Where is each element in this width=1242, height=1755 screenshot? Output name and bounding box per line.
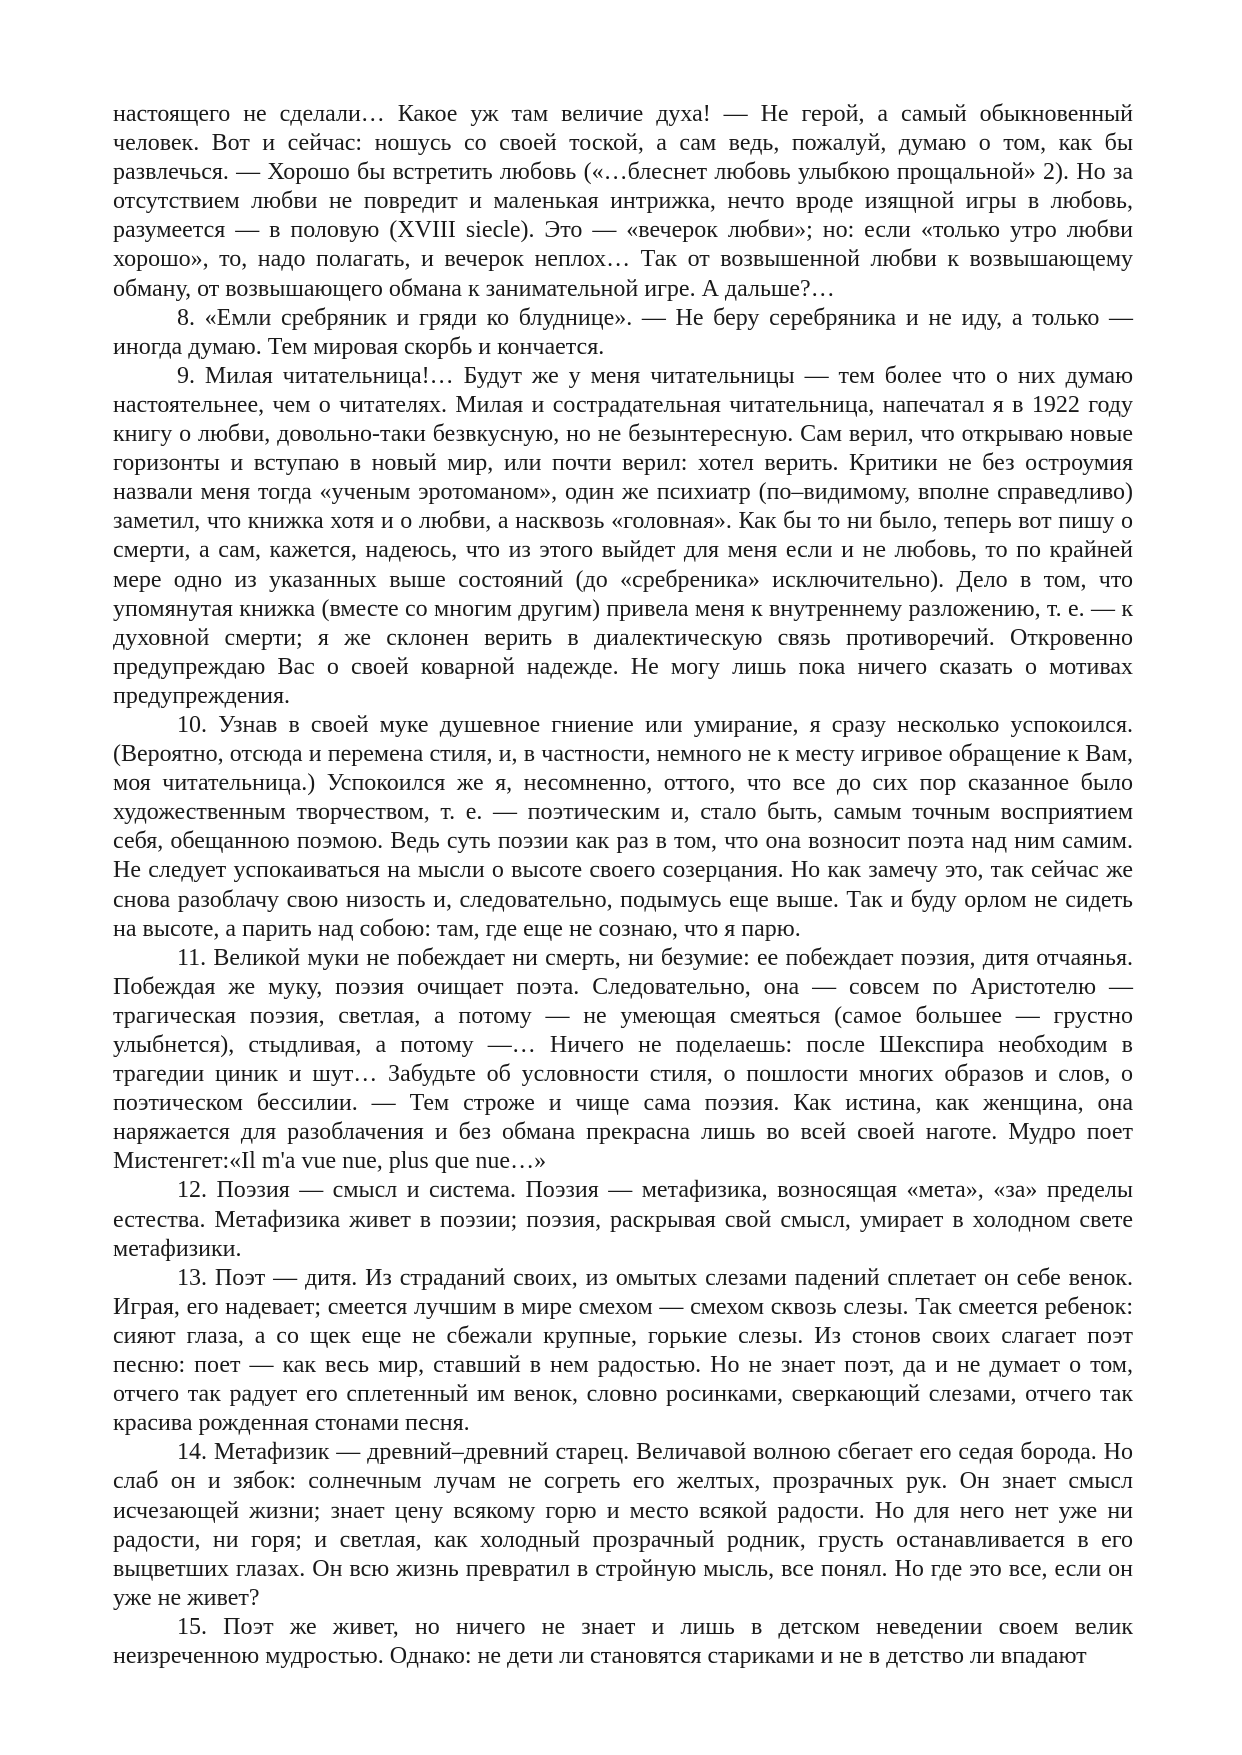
paragraph-number: 11. bbox=[177, 944, 207, 971]
paragraph-text: Поэт же живет, но ничего не знает и лишь в детском неведении своем велик неизреченною мудростью. Однако: не дети ли становятся стариками и не в детство ли впадают bbox=[113, 1613, 1134, 1669]
paragraph-number: 13. bbox=[177, 1264, 207, 1291]
paragraph-15 bbox=[113, 1613, 1133, 1671]
paragraph-text: «Емли сребряник и гряди ко блуднице». — Не беру серебряника и не иду, а только — иногда думаю. Тем мировая скорбь и кончается. bbox=[113, 304, 1134, 360]
paragraph-text: Узнав в своей муке душевное гниение или умирание, я сразу несколько успокоился. (Вероятно, отсюда и перемена стиля, и, в частности, немного не к месту игривое обращение к Вам, моя читательница.) Успокоился же я, несомненно, оттого, что все до сих пор сказанное было художественным творчеством, т. е. — поэтическим и, стало быть, самым точным восприятием себя, обещанною поэмою. Ведь суть поэзии как раз в том, что она возносит поэта над ним самим. Не следует успокаиваться на мысли о высоте своего созерцания. Но как замечу это, так сейчас же снова разоблачу свою низость и, следовательно, подымусь еще выше. Так и буду орлом не сидеть на высоте, а парить над собою: там, где еще не сознаю, что я парю. bbox=[113, 711, 1133, 942]
paragraph-text: Поэт — дитя. Из страданий своих, из омытых слезами падений сплетает он себе венок. Играя, его надевает; смеется лучшим в мире смехом — смехом сквозь слезы. Так смеется ребенок: сияют глаза, а со щек еще не сбежали крупные, горькие слезы. Из стонов своих слагает поэт песню: поет — как весь мир, ставший в нем радостью. Но не знает поэт, да и не думает о том, отчего так радует его сплетенный им венок, словно росинками, сверкающий слезами, отчего так красива рожденная стонами песня. bbox=[113, 1264, 1134, 1437]
paragraph-text: Метафизик — древний–древний старец. Величавой волною сбегает его седая борода. Но слаб он и зябок: солнечным лучам не согреть его желтых, прозрачных рук. Он знает смысл исчезающей жизни; знает цену всякому горю и место всякой радости. Но для него нет уже ни радости, ни горя; и светлая, как холодный прозрачный родник, грусть останавливается в его выцветших глазах. Он всю жизнь превратил в стройную мысль, все понял. Но где это все, если он уже не живет? bbox=[113, 1439, 1134, 1611]
paragraph-number: 10. bbox=[177, 711, 207, 738]
paragraph-number: 12. bbox=[177, 1177, 207, 1204]
paragraph-text: Великой муки не побеждает ни смерть, ни безумие: ее побеждает поэзия, дитя отчаянья. Побеждая же муку, поэзия очищает поэта. Следовательно, она — совсем по Аристотелю — трагическая поэзия, светлая, а потому — не умеющая смеяться (самое большее — грустно улыбнется), стыдливая, а потому —… Ничего не поделаешь: после Шекспира необходим в трагедии циник и шут… Забудьте об условности стиля, о пошлости многих образов и слов, о поэтическом бессилии. — Тем строже и чище сама поэзия. Как истина, как женщина, она наряжается для разоблачения и без обмана прекрасна лишь во всей своей наготе. Мудро поет Мистенгет:«Il m'a vue nue, plus que nue…» bbox=[113, 944, 1134, 1175]
paragraph-8 bbox=[113, 304, 1133, 362]
paragraph-number: 9. bbox=[177, 362, 195, 389]
paragraph-12 bbox=[113, 1176, 1133, 1263]
paragraph-10 bbox=[113, 711, 1133, 944]
paragraph-11 bbox=[113, 944, 1133, 1177]
paragraph-continuation: настоящего не сделали… Какое уж там величие духа! — Не герой, а самый обыкновенный человек. Вот и сейчас: ношусь со своей тоской, а сам ведь, пожалуй, думаю о том, как бы развлечься. — Хорошо бы встретить любовь («…блеснет любовь улыбкою прощальной» 2). Но за отсутствием любви не повредит и маленькая интрижка, нечто вроде изящной игры в любовь, разумеется — в половую (XVIII siecle). Это — «вечерок любви»; но: если «только утро любви хорошо», то, надо полагать, и вечерок неплох… Так от возвышенной любви к возвышающему обману, от возвышающего обмана к занимательной игре. А дальше?… bbox=[113, 101, 1133, 302]
paragraph-number: 14. bbox=[177, 1439, 207, 1466]
document-page bbox=[113, 100, 1133, 1671]
paragraph-number: 15. bbox=[177, 1613, 207, 1640]
paragraph-9 bbox=[113, 362, 1133, 711]
paragraph-13 bbox=[113, 1264, 1133, 1439]
paragraph-text: Милая читательница!… Будут же у меня читательницы — тем более что о них думаю настоятельнее, чем о читателях. Милая и сострадательная читательница, напечатал я в 1922 году книгу о любви, довольно-таки безвкусную, но не безынтересную. Сам верил, что открываю новые горизонты и вступаю в новый мир, или почти верил: хотел верить. Критики не без остроумия назвали меня тогда «ученым эротоманом», один же психиатр (по–видимому, вполне справедливо) заметил, что книжка хотя и о любви, а насквозь «головная». Как бы то ни было, теперь вот пишу о смерти, а сам, кажется, надеюсь, что из этого выйдет для меня если и не любовь, то по крайней мере одно из указанных выше состояний (до «сребреника» исключительно). Дело в том, что упомянутая книжка (вместе со многим другим) привела меня к внутреннему разложению, т. е. — к духовной смерти; я же склонен верить в диалектическую связь противоречий. Откровенно предупреждаю Вас о своей коварной надежде. Не могу лишь пока ничего сказать о мотивах предупреждения. bbox=[113, 362, 1133, 709]
paragraph-text: Поэзия — смысл и система. Поэзия — метафизика, возносящая «мета», «за» пределы естества. Метафизика живет в поэзии; поэзия, раскрывая свой смысл, умирает в холодном свете метафизики. bbox=[113, 1177, 1133, 1262]
paragraph-number: 8. bbox=[177, 304, 195, 331]
paragraph-14 bbox=[113, 1438, 1133, 1613]
